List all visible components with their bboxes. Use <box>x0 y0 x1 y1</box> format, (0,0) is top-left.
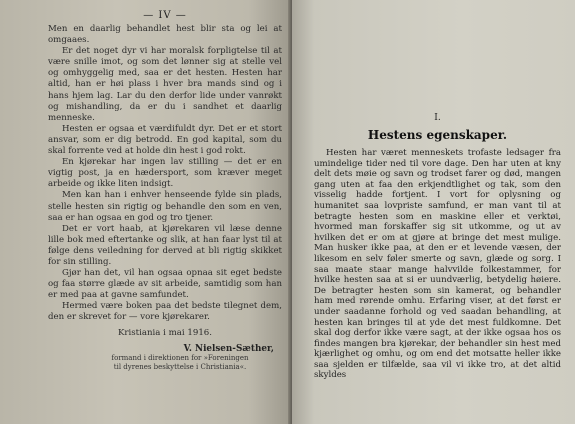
paragraph: Er det noget dyr vi har moralsk forpligtelse til at være snille imot, og som det lønner sig at stelle vel og omhyggelig med, saa er det hesten. Hesten har altid, han er høi plass i hver bra mands sind og i hans hjem lag. Lar du den derfor lide under vanrøkt og mishandling, da er du i sandhet et daarlig menneske. <box>48 46 282 123</box>
signature-role-2: til dyrenes beskyttelse i Christiania«. <box>113 362 247 371</box>
signature-name: V. Nielsen-Sæther, <box>183 343 274 354</box>
paragraph: Gjør han det, vil han ogsaa opnaa sit eget bedste og faa større glæde av sit arbeide, samtidig som han er med paa at gavne samfundet. <box>48 268 282 301</box>
paragraph: Men kan han i enhver henseende fylde sin plads, stelle hesten sin rigtig og behandle den som en ven, saa er han ogsaa en god og tro tjener. <box>48 190 282 223</box>
signature-role-1: formand i direktionen for »Foreningen <box>111 353 249 362</box>
chapter-text <box>314 148 561 381</box>
date-line: Kristiania i mai 1916. <box>118 327 212 338</box>
foreword-text <box>48 24 282 324</box>
paragraph: Men en daarlig behandlet hest blir sta og lei at omgaaes. <box>48 24 282 46</box>
paragraph: Hesten er ogsaa et værdifuldt dyr. Det er et stort ansvar, som er dig betrodd. En god kapital, som du skal forrente ved at holde din hest i god rokt. <box>48 123 282 157</box>
chapter-title: Hestens egenskaper. <box>367 128 508 142</box>
paragraph: Det er vort haab, at kjørekaren vil læse denne lille bok med eftertanke og slik, at han faar lyst til at følge dens veiledning for derved at bli rigtig skikket for sin stilling. <box>48 223 282 267</box>
page-number: — IV — <box>143 10 187 21</box>
paragraph: En kjørekar har ingen lav stilling — det er en vigtig post, ja en hædersport, som kræver meget arbeide og ikke liten indsigt. <box>48 157 282 190</box>
chapter-number: I. <box>434 113 441 123</box>
right-page <box>292 0 575 424</box>
paragraph: Hesten har været menneskets trofaste ledsager fra umindelige tider ned til vore dage. Den har uten at kny delt dets møie og savn og trodset farer og død, mangen gang uten at faa den erkjendtlighet og tak, som den visselig hadde fortjent. I vort for oplysning og humanitet saa lovpriste samfund, er man vant til at betragte hesten som en maskine eller et verktøi, hvormed man forskaffer sig sit utkomme, og ut av hvilken det er om at gjøre at bringe det mest mulige. Man husker ikke paa, at den er et levende væsen, der likesom en selv føler smerte og savn, glæde og sorg. I saa maate staar mange halvvilde folkestammer, for hvilke hesten saa at si er uundværlig, betydelig høiere. De betragter hesten som sin kamerat, og behandler ham med rørende omhu. Erfaring viser, at det først er under saadanne forhold og ved saadan behandling, at hesten kan bringes til at yde det mest fuldkomne. Det skal dog derfor ikke være sagt, at der ikke ogsaa hos os findes mangen bra kjørekar, der behandler sin hest med kjærlighet og omhu, og om end det motsatte heller ikke saa sjelden er tilfælde, saa vil vi ikke tro, at det altid skyldes <box>314 148 561 381</box>
paragraph: Hermed være boken paa det bedste tilegnet dem, den er skrevet for — vore kjørekarer. <box>48 301 282 323</box>
